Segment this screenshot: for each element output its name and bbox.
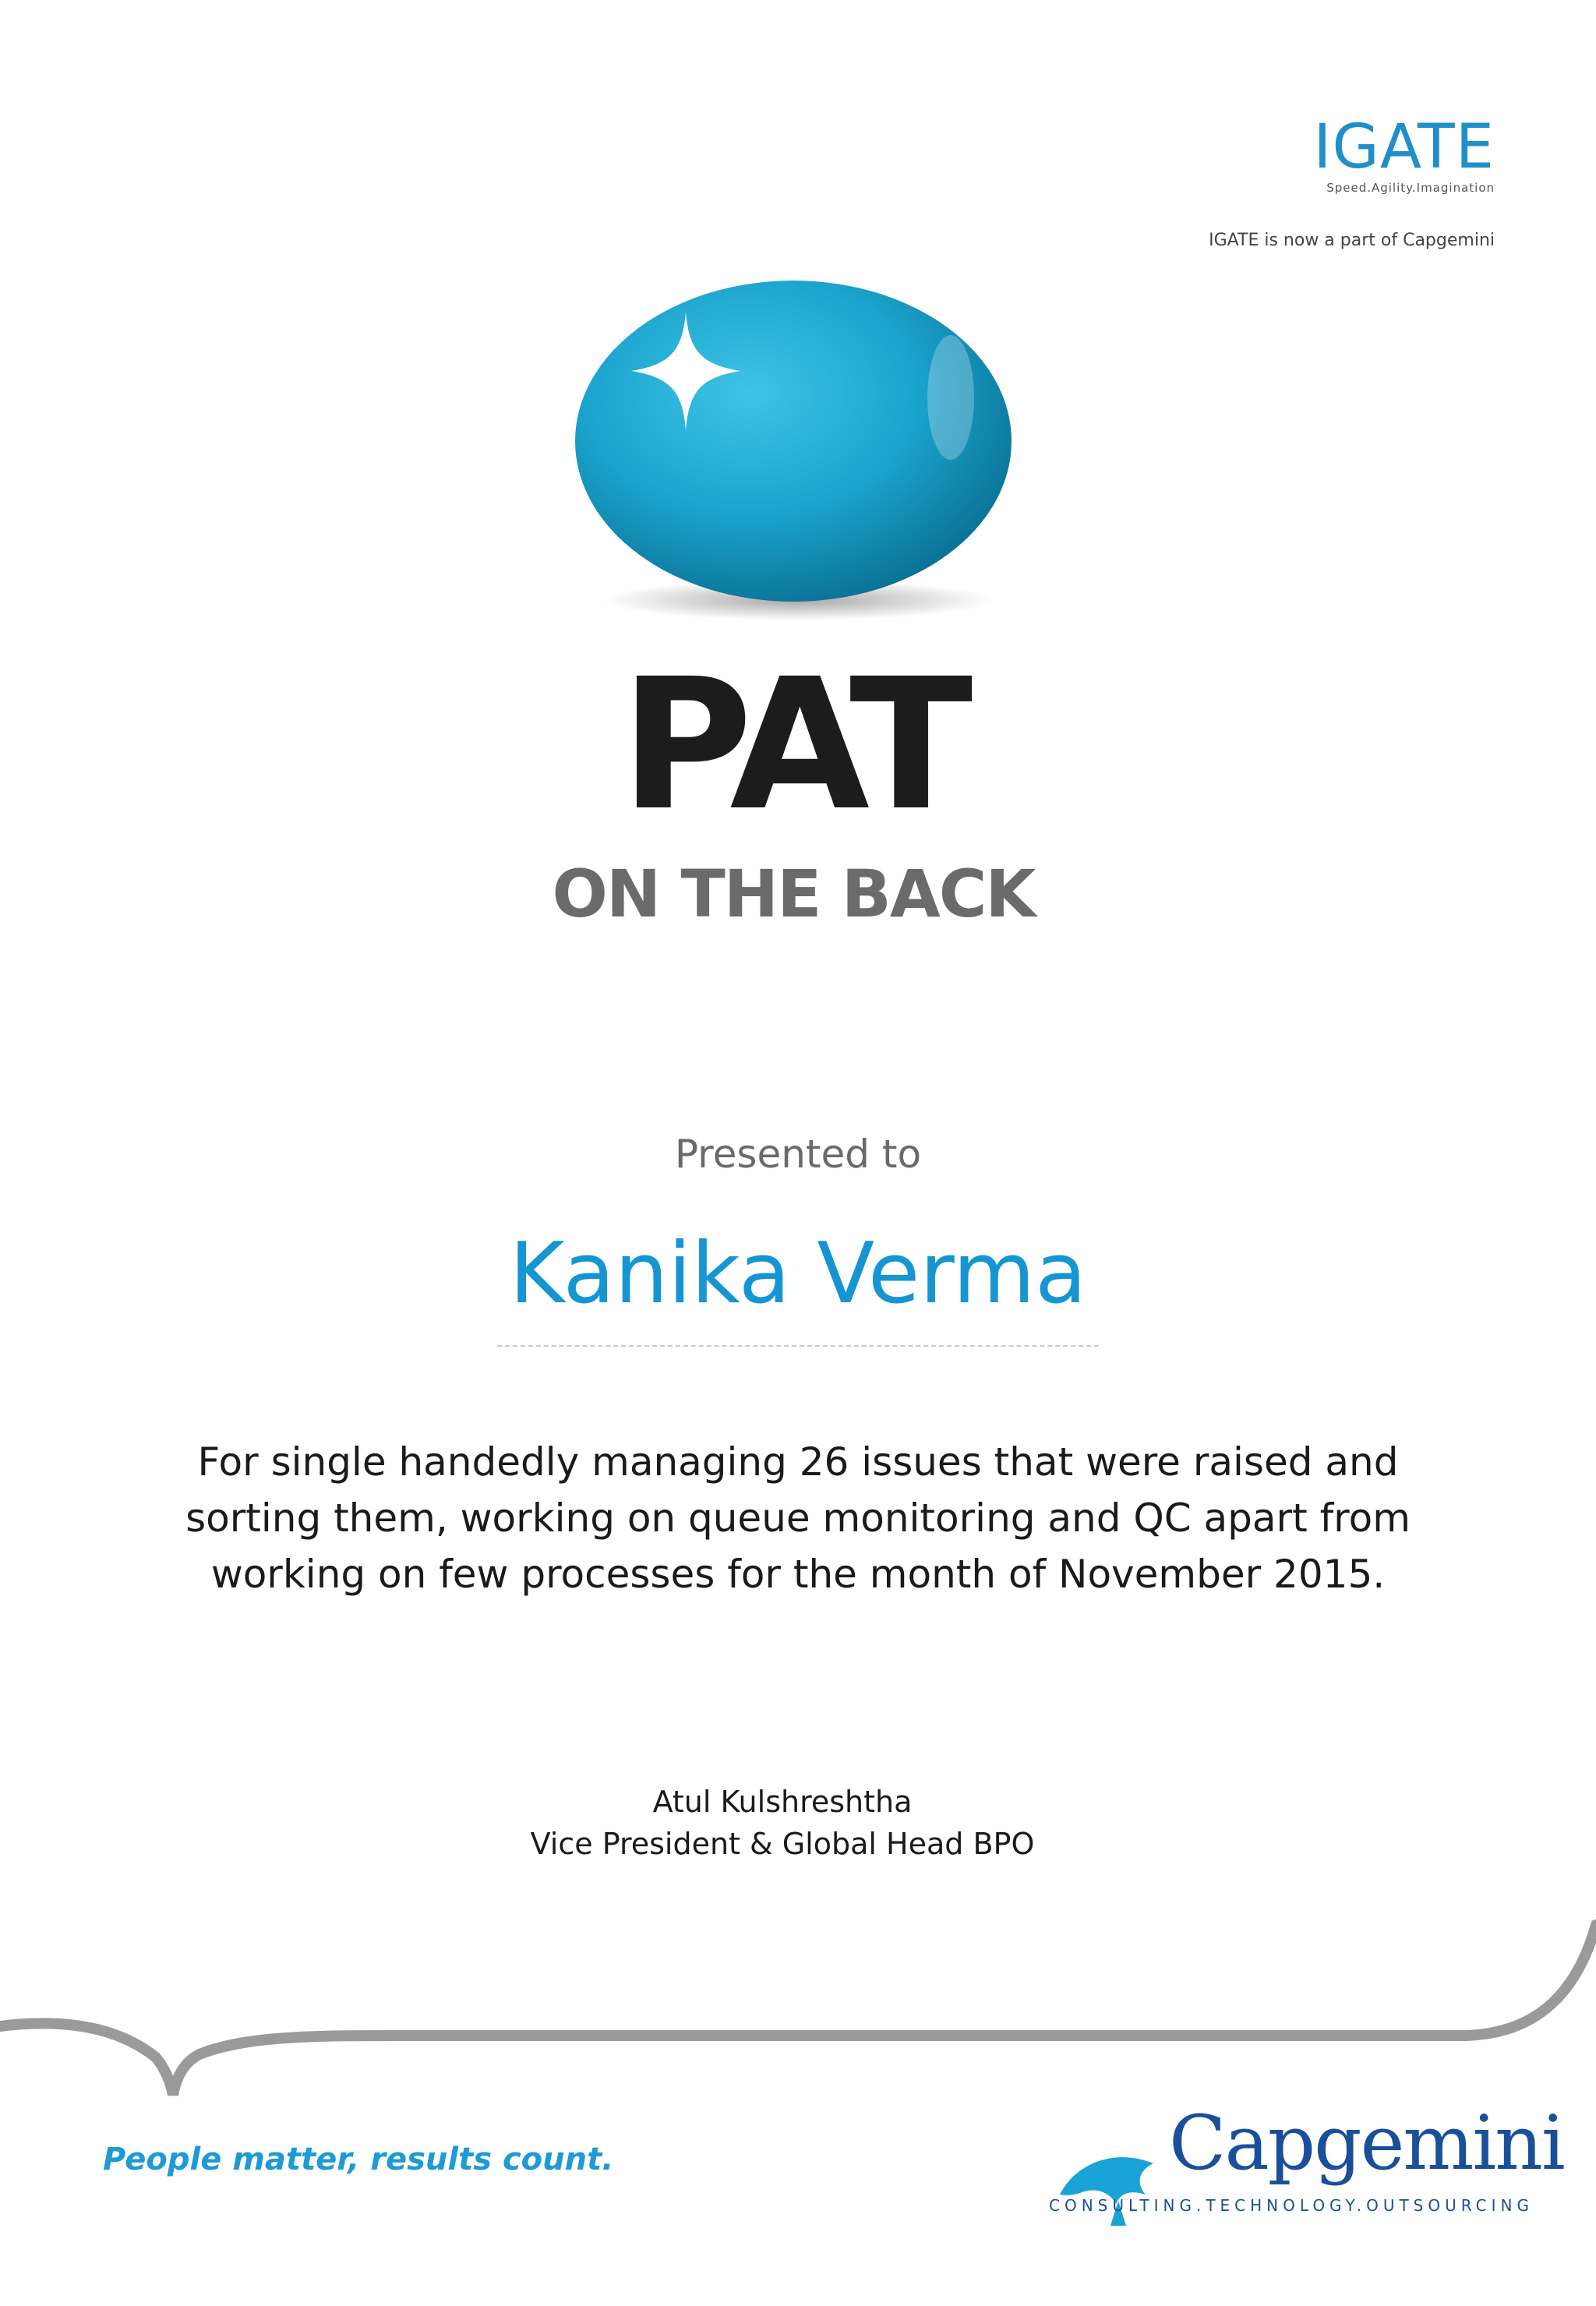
recipient-name: Kanika Verma (509, 1225, 1087, 1323)
capgemini-tagline: CONSULTING.TECHNOLOGY.OUTSOURCING (1049, 2196, 1534, 2215)
emblem-subtitle: ON THE BACK (552, 856, 1035, 932)
citation-text: For single handedly managing 26 issues that were raised and sorting them, working on queue monitoring and QC apart from working on few processes for the month of November 2015. (185, 1439, 1411, 1597)
igate-note: IGATE is now a part of Capgemini (1209, 231, 1495, 250)
presented-label: Presented to (674, 1132, 922, 1177)
emblem-title: PAT (620, 640, 967, 850)
igate-tagline: Speed.Agility.Imagination (1326, 181, 1495, 195)
orb-highlight (927, 335, 974, 460)
capgemini-wordmark: Capgemini (1169, 2099, 1564, 2187)
signatory-name: Atul Kulshreshtha (652, 1785, 913, 1819)
swoosh-line (0, 1925, 1596, 2095)
name-underline (497, 1345, 1099, 1347)
pat-on-the-back-emblem (0, 265, 1596, 951)
footer-tagline: People matter, results count. (103, 2142, 614, 2177)
igate-logo (1292, 112, 1495, 195)
signatory-title: Vice President & Global Head BPO (530, 1827, 1035, 1861)
igate-wordmark: IGATE (1313, 112, 1495, 182)
